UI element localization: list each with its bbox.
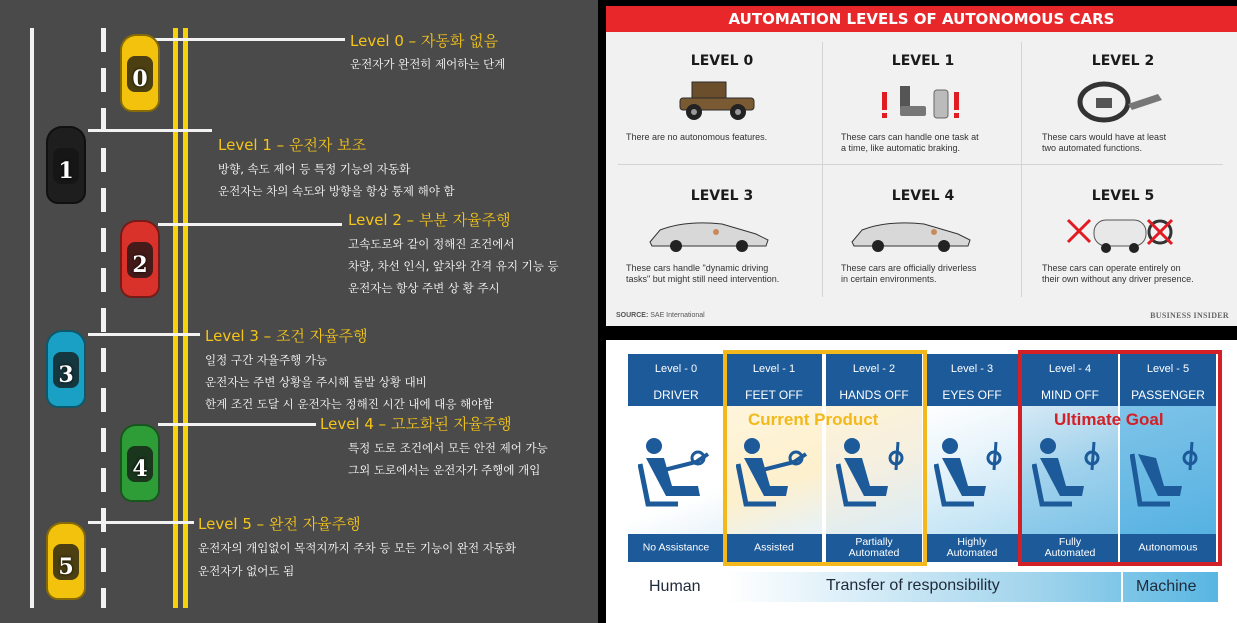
col-level: Level - 1: [752, 363, 796, 375]
footer-line: Automated: [848, 547, 900, 559]
connector-level-5: [88, 521, 194, 524]
footer-line: Fully: [1058, 536, 1082, 548]
infographic-level-1: LEVEL 1: [891, 53, 955, 69]
level-2-title: Level 2 – 부분 자율주행: [348, 211, 511, 229]
level-2-line: 운전자는 항상 주변 상 황 주시: [348, 281, 500, 295]
car-number: 1: [58, 158, 74, 184]
infographic-level-4: LEVEL 4: [891, 188, 955, 204]
source-value: SAE International: [650, 312, 705, 319]
infographic-desc-1-b: a time, like automatic braking.: [841, 143, 961, 153]
driver-seat-icon: [638, 434, 716, 514]
level-4-line: 특정 도로 조건에서 모든 안전 제어 가능: [348, 441, 548, 455]
human-label: Human: [649, 578, 701, 595]
col-mode: HANDS OFF: [839, 388, 909, 402]
connector-level-4: [158, 423, 316, 426]
infographic-desc-1-a: These cars can handle one task at: [841, 132, 979, 142]
car-number: 5: [58, 554, 74, 580]
infographic-level-0: LEVEL 0: [690, 53, 754, 69]
level-3-line: 운전자는 주변 상황을 주시해 돌발 상황 대비: [205, 375, 427, 389]
car-level-3: [46, 330, 86, 408]
vintage-car-icon: [674, 78, 760, 122]
level-2-line: 고속도로와 같이 정해진 조건에서: [348, 237, 515, 251]
col-header-0: [628, 354, 724, 406]
col-level: Level - 2: [852, 363, 896, 375]
col-header-3: [924, 354, 1020, 406]
col-level: Level - 3: [950, 363, 994, 375]
sedan-driverless-icon: [848, 218, 974, 252]
current-product-frame: [723, 350, 927, 566]
col-level: Level - 0: [654, 363, 698, 375]
infographic-source: [616, 312, 705, 319]
transfer-label: Transfer of responsibility: [826, 577, 1000, 594]
road-edge-line: [30, 28, 34, 608]
divider: [1021, 42, 1022, 297]
machine-label: Machine: [1136, 578, 1197, 595]
level-5-line: 운전자가 없어도 됨: [198, 564, 295, 578]
col-level: Level - 4: [1048, 363, 1092, 375]
level-5-title: Level 5 – 완전 자율주행: [198, 515, 361, 533]
infographic-desc-4-a: These cars are officially driverless: [841, 263, 977, 273]
infographic-desc-4-b: in certain environments.: [841, 274, 937, 284]
infographic-desc-5-a: These cars can operate entirely on: [1042, 263, 1181, 273]
col-mode: PASSENGER: [1131, 388, 1205, 402]
infographic-desc-2-b: two automated functions.: [1042, 143, 1143, 153]
responsibility-bar: [626, 572, 1218, 602]
divider: [726, 572, 728, 602]
infographic-title: AUTOMATION LEVELS OF AUTONOMOUS CARS: [606, 6, 1237, 32]
car-number: 0: [132, 66, 148, 92]
car-number: 3: [58, 362, 74, 388]
divider: [822, 42, 823, 297]
footer-line: Automated: [1044, 547, 1096, 559]
responsibility-diagram: [606, 340, 1237, 623]
level-2-line: 차량, 차선 인식, 앞차와 간격 유지 기능 등: [348, 259, 559, 273]
infographic-level-3: LEVEL 3: [690, 188, 754, 204]
infographic-level-2: LEVEL 2: [1091, 53, 1155, 69]
col-footer-text: [924, 537, 1020, 559]
level-1-line: 운전자는 차의 속도와 방향을 항상 통제 해야 함: [218, 184, 455, 198]
ultimate-goal-frame: [1018, 350, 1222, 566]
level-4-title: Level 4 – 고도화된 자율주행: [320, 415, 512, 433]
infographic-desc-2-a: These cars would have at least: [1042, 132, 1167, 142]
level-0-line: 운전자가 완전히 제어하는 단계: [350, 57, 506, 71]
infographic-level-5: LEVEL 5: [1091, 188, 1155, 204]
infographic-desc-5-b: their own without any driver presence.: [1042, 274, 1194, 284]
driver-seat-icon: [934, 434, 1012, 514]
ultimate-goal-label: Ultimate Goal: [1054, 410, 1164, 429]
footer-line: Assisted: [754, 541, 794, 554]
car-number: 4: [132, 456, 148, 482]
level-3-title: Level 3 – 조건 자율주행: [205, 327, 368, 345]
col-mode: FEET OFF: [745, 388, 803, 402]
car-level-1: [46, 126, 86, 204]
car-level-0: [120, 34, 160, 112]
road-levels-panel: [0, 0, 598, 623]
footer-line: Automated: [946, 547, 998, 559]
col-mode: MIND OFF: [1041, 388, 1099, 402]
footer-line: No Assistance: [642, 541, 710, 554]
level-5-line: 운전자의 개입없이 목적지까지 주차 등 모든 기능이 완전 자동화: [198, 541, 517, 555]
connector-level-0: [145, 38, 345, 41]
col-footer-0: [628, 534, 724, 562]
current-product-label: Current Product: [748, 410, 879, 429]
divider: [1121, 572, 1123, 602]
car-level-2: [120, 220, 160, 298]
steering-wheel-icon: [1076, 80, 1166, 124]
col-mode: EYES OFF: [942, 388, 1002, 402]
infographic-desc-3-a: These cars handle "dynamic driving: [626, 263, 769, 273]
pod-car-icon: [1064, 212, 1176, 256]
level-1-title: Level 1 – 운전자 보조: [218, 136, 367, 154]
col-level: Level - 5: [1146, 363, 1190, 375]
car-number: 2: [132, 252, 148, 278]
col-footer-3: [924, 534, 1020, 562]
level-0-title: Level 0 – 자동화 없음: [350, 32, 499, 50]
col-mode: DRIVER: [653, 388, 699, 402]
infographic-desc-0: There are no autonomous features.: [626, 132, 768, 142]
footer-line: Partially: [855, 536, 893, 548]
source-label: SOURCE:: [616, 312, 649, 319]
connector-level-2: [158, 223, 342, 226]
level-1-line: 방향, 속도 제어 등 특정 기능의 자동화: [218, 162, 411, 176]
business-insider-brand: BUSINESS INSIDER: [1150, 311, 1229, 320]
connector-level-1: [88, 129, 212, 132]
infographic-desc-3-b: tasks" but might still need intervention.: [626, 274, 780, 284]
col-footer-text: [628, 543, 724, 554]
level-3-line: 한계 조건 도달 시 운전자는 정해진 시간 내에 대응 해야함: [205, 397, 494, 411]
car-level-4: [120, 424, 160, 502]
footer-line: Autonomous: [1138, 541, 1198, 554]
car-level-5: [46, 522, 86, 600]
level-3-line: 일정 구간 자율주행 가능: [205, 353, 328, 367]
sedan-driver-icon: [646, 218, 772, 252]
automation-levels-infographic: [606, 6, 1237, 326]
footer-line: Highly: [957, 536, 987, 548]
level-4-line: 그외 도로에서는 운전자가 주행에 개입: [348, 463, 541, 477]
divider: [618, 164, 1223, 165]
brake-pedal-icon: [878, 82, 964, 122]
connector-level-3: [88, 333, 200, 336]
